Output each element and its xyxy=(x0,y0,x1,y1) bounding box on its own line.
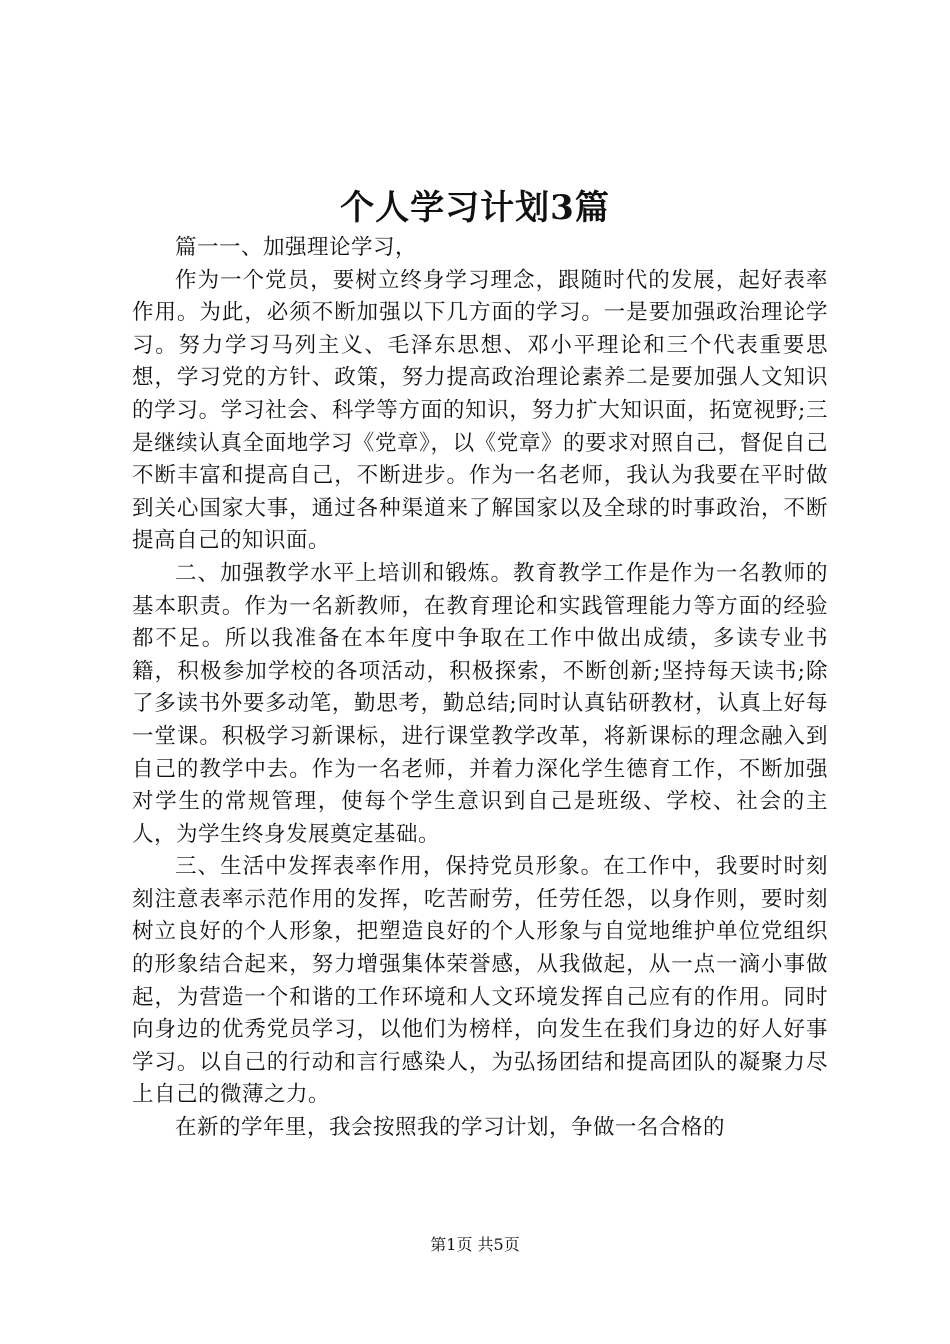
paragraph-theory-study: 作为一个党员，要树立终身学习理念，跟随时代的发展，起好表率作用。为此，必须不断加强以下几方面的学习。一是要加强政治理论学习。努力学习马列主义、毛泽东思想、邓小平理论和三个代表重要思想，学习党的方针、政策，努力提高政治理论素养二是要加强人文知识的学习。学习社会、科学等方面的知识，努力扩大知识面，拓宽视野;三是继续认真全面地学习《党章》，以《党章》的要求对照自己，督促自己不断丰富和提高自己，不断进步。作为一名老师，我认为我要在平时做到关心国家大事，通过各种渠道来了解国家以及全球的时事政治，不断提高自己的知识面。 xyxy=(132,267,828,554)
paragraph-role-model: 三、生活中发挥表率作用，保持党员形象。在工作中，我要时时刻刻注意表率示范作用的发挥，吃苦耐劳，任劳任怨，以身作则，要时刻树立良好的个人形象，把塑造良好的个人形象与自觉地维护单位党组织的形象结合起来，努力增强集体荣誉感，从我做起，从一点一滴小事做起，为营造一个和谐的工作环境和人文环境发挥自己应有的作用。同时向身边的优秀党员学习，以他们为榜样，向发生在我们身边的好人好事学习。以自己的行动和言行感染人，为弘扬团结和提高团队的凝聚力尽上自己的微薄之力。 xyxy=(132,854,828,1108)
page-number-footer: 第1页 共5页 xyxy=(430,1235,520,1254)
paragraph-teaching-training: 二、加强教学水平上培训和锻炼。教育教学工作是作为一名教师的基本职责。作为一名新教师，在教育理论和实践管理能力等方面的经验都不足。所以我准备在本年度中争取在工作中做出成绩，多读专业书籍，积极参加学校的各项活动，积极探索，不断创新;坚持每天读书;除了多读书外要多动笔，勤思考，勤总结;同时认真钻研教材，认真上好每一堂课。积极学习新课标，进行课堂教学改革，将新课标的理念融入到自己的教学中去。作为一名老师，并着力深化学生德育工作，不断加强对学生的常规管理，使每个学生意识到自己是班级、学校、社会的主人，为学生终身发展奠定基础。 xyxy=(132,560,828,847)
document-body xyxy=(132,232,828,1145)
paragraph-new-school-year: 在新的学年里，我会按照我的学习计划，争做一名合格的 xyxy=(175,1115,726,1141)
document-title: 个人学习计划3篇 xyxy=(340,188,610,228)
paragraph-section-one-heading: 篇一一、加强理论学习， xyxy=(175,235,418,260)
